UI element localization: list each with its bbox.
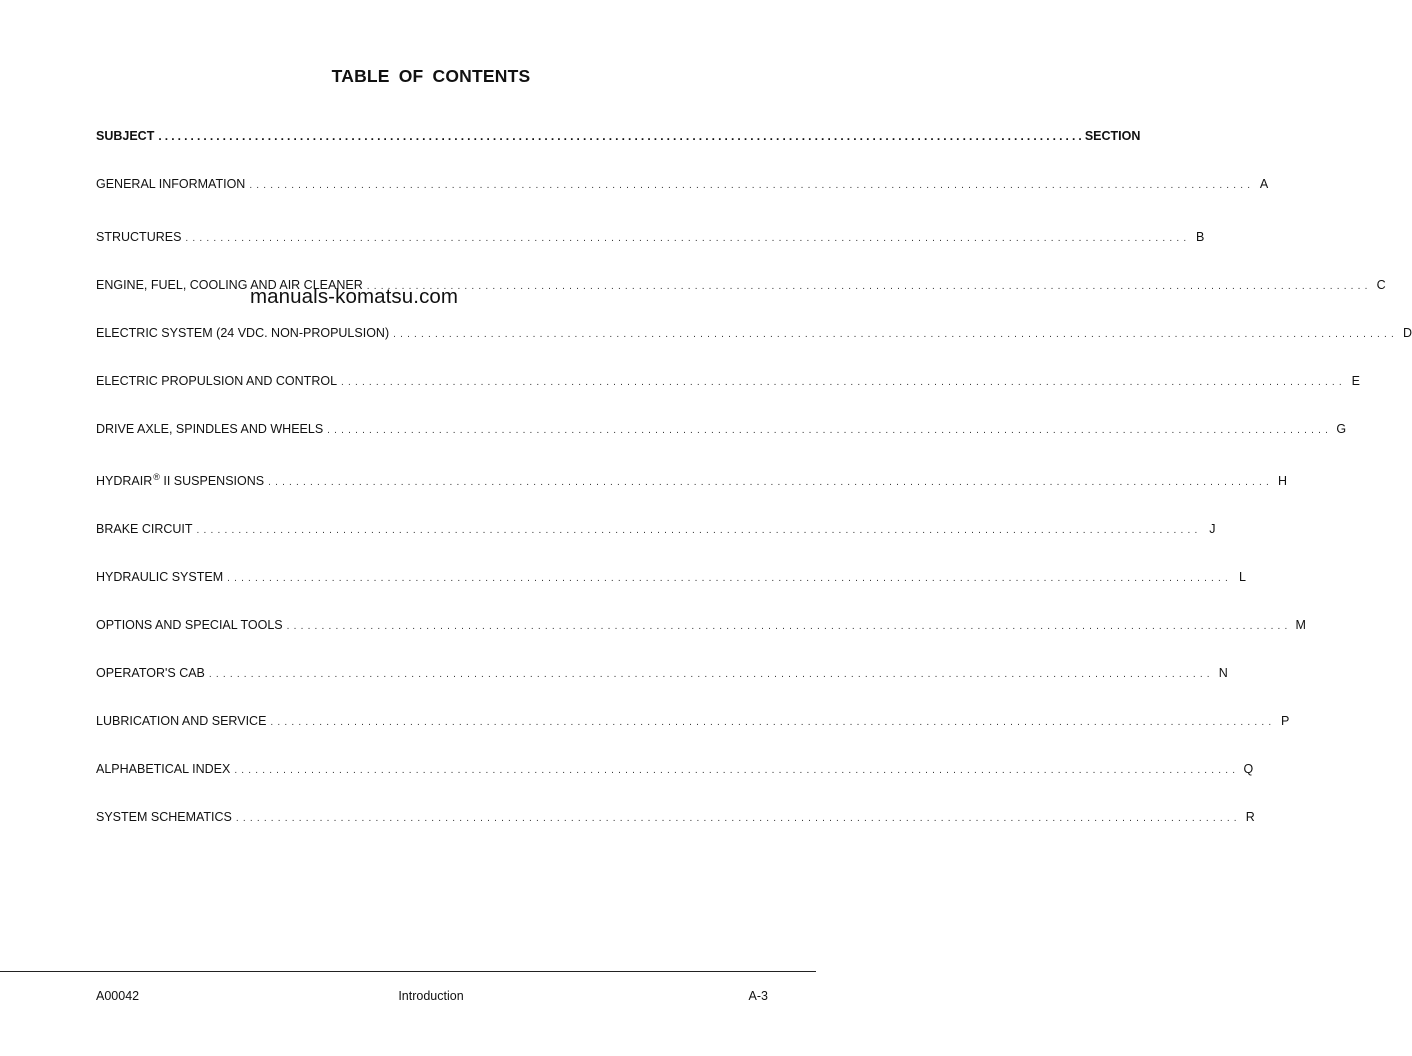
toc-entry-section: C (1376, 278, 1386, 292)
toc-entry-label: ELECTRIC SYSTEM (24 VDC. NON-PROPULSION) (96, 326, 390, 340)
dot-leader: ................................................................................................................................................ (196, 525, 1202, 536)
watermark-text: manuals-komatsu.com (250, 285, 459, 308)
toc-entry-label: OPTIONS AND SPECIAL TOOLS (96, 618, 283, 632)
footer-document-code: A00042 (96, 989, 140, 1003)
footer-page-number: A-3 (748, 989, 768, 1003)
dot-leader: ................................................................................................................................................ (341, 377, 1346, 388)
toc-entry-label: STRUCTURES (96, 230, 182, 244)
dot-leader: ................................................................................................................................................ (327, 425, 1333, 436)
toc-header-row (96, 128, 1141, 144)
toc-entry-lubrication-service[interactable] (96, 713, 1290, 731)
toc-entry-section: D (1402, 326, 1412, 340)
dot-leader: ................................................................................................................................................ (393, 329, 1398, 340)
footer-divider (0, 971, 816, 972)
toc-entry-section: Q (1243, 762, 1254, 776)
toc-entry-section: H (1277, 474, 1287, 488)
toc-entry-alphabetical-index[interactable] (96, 761, 1254, 779)
dot-leader: ................................................................................................................................................ (158, 129, 1085, 143)
toc-entry-section: B (1195, 230, 1205, 244)
registered-mark: ® (153, 472, 160, 482)
suspensions-text: II SUSPENSIONS (159, 474, 265, 488)
footer-chapter-name: Introduction (398, 989, 464, 1003)
toc-entry-hydrair-suspensions[interactable] (96, 472, 1287, 491)
toc-entry-section: N (1218, 666, 1228, 680)
dot-leader: ................................................................................................................................................ (185, 233, 1191, 244)
dot-leader: ................................................................................................................................................ (235, 813, 1241, 824)
toc-entry-label: SYSTEM SCHEMATICS (96, 810, 232, 824)
toc-entry-label (96, 473, 268, 489)
dot-leader: ................................................................................................................................................ (270, 717, 1276, 728)
toc-entry-section: P (1280, 714, 1290, 728)
toc-entry-structures[interactable] (96, 229, 1205, 247)
dot-leader: ................................................................................................................................................ (249, 180, 1255, 191)
toc-entry-section: M (1295, 618, 1306, 632)
dot-leader: ................................................................................................................................................ (286, 621, 1292, 632)
toc-entry-brake-circuit[interactable] (96, 521, 1216, 539)
toc-entry-label: BRAKE CIRCUIT (96, 522, 193, 536)
dot-leader: ................................................................................................................................................ (227, 573, 1232, 584)
toc-entry-general-information[interactable] (96, 176, 1269, 194)
toc-entry-options-special-tools[interactable] (96, 617, 1306, 635)
toc-entry-drive-axle[interactable] (96, 421, 1347, 439)
toc-entry-section: G (1336, 422, 1347, 436)
toc-entry-label: ALPHABETICAL INDEX (96, 762, 231, 776)
section-column-header: SECTION (1084, 129, 1141, 143)
toc-entry-system-schematics[interactable] (96, 809, 1255, 827)
toc-entry-label: ELECTRIC PROPULSION AND CONTROL (96, 374, 338, 388)
toc-entry-section: A (1259, 177, 1269, 191)
toc-entry-label: LUBRICATION AND SERVICE (96, 714, 267, 728)
toc-entry-label: HYDRAULIC SYSTEM (96, 570, 224, 584)
toc-entry-label: DRIVE AXLE, SPINDLES AND WHEELS (96, 422, 324, 436)
dot-leader: ................................................................................................................................................ (268, 477, 1273, 488)
dot-leader: ................................................................................................................................................ (366, 281, 1372, 292)
hydrair-text: HYDRAIR (96, 474, 153, 488)
toc-entry-section: L (1239, 570, 1246, 584)
toc-entry-section: J (1209, 522, 1216, 536)
toc-entry-label: GENERAL INFORMATION (96, 177, 246, 191)
toc-entry-electric-system[interactable] (96, 325, 1412, 343)
toc-entry-electric-propulsion[interactable] (96, 373, 1360, 391)
toc-entry-label: ENGINE, FUEL, COOLING AND AIR CLEANER (96, 278, 363, 292)
toc-entry-label: OPERATOR'S CAB (96, 666, 205, 680)
toc-entry-operators-cab[interactable] (96, 665, 1228, 683)
dot-leader: ................................................................................................................................................ (208, 669, 1214, 680)
dot-leader: ................................................................................................................................................ (234, 765, 1240, 776)
toc-entry-section: E (1351, 374, 1360, 388)
toc-entry-section: R (1245, 810, 1255, 824)
toc-entry-hydraulic-system[interactable] (96, 569, 1246, 587)
page-title: TABLE OF CONTENTS (331, 66, 531, 86)
subject-column-header: SUBJECT (96, 129, 155, 143)
